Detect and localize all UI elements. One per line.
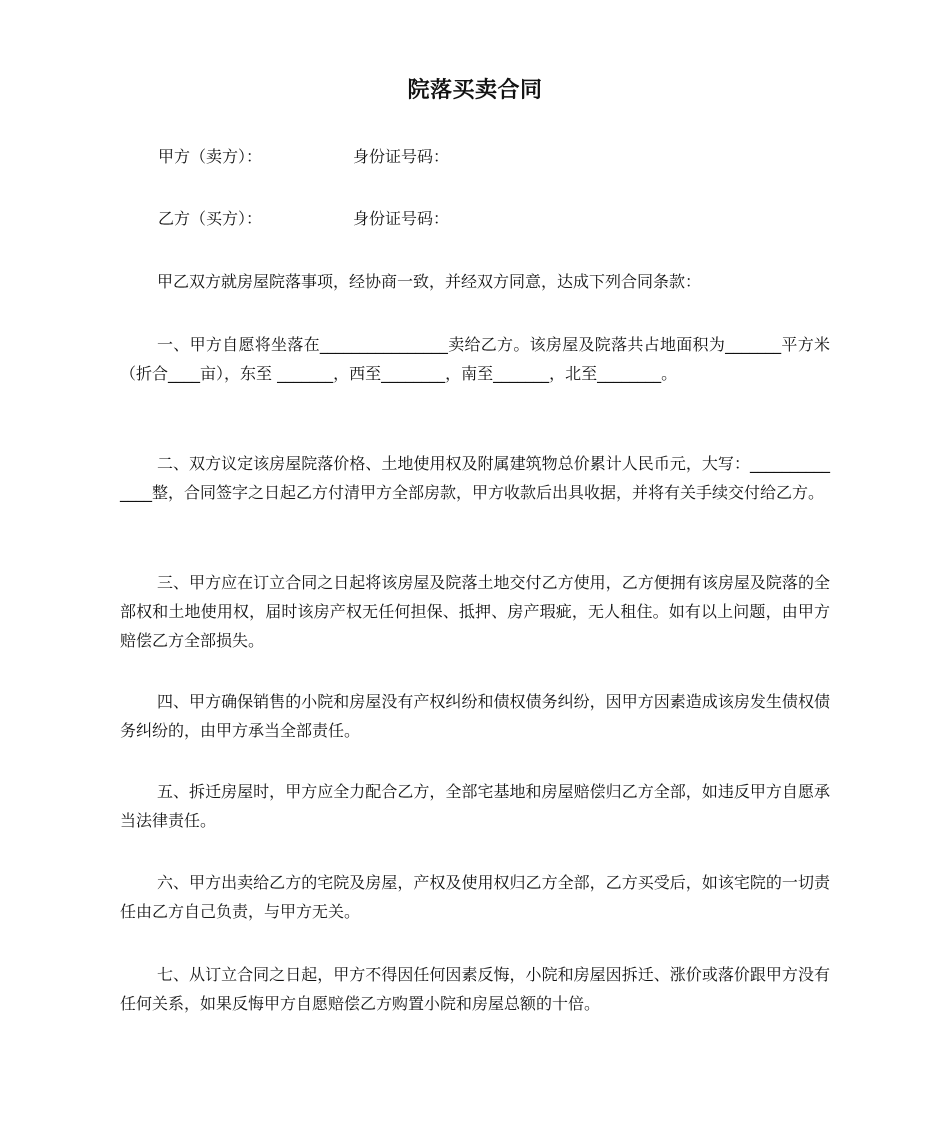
party-a-label: 甲方（卖方）： [158,147,263,166]
clause-4: 四、甲方确保销售的小院和房屋没有产权纠纷和债权债务纠纷，因甲方因素造成该房发生债权债务纠纷的，由甲方承当全部责任。 [120,692,830,740]
clause-6: 六、甲方出卖给乙方的宅院及房屋，产权及使用权归乙方全部，乙方买受后，如该宅院的一切责任由乙方自己负责，与甲方无关。 [120,873,830,921]
clause-5: 五、拆迁房屋时，甲方应全力配合乙方，全部宅基地和房屋赔偿归乙方全部，如违反甲方自愿承当法律责任。 [120,782,830,830]
document-title: 院落买卖合同 [407,78,543,103]
clause-1: 一、甲方自愿将坐落在________________卖给乙方。该房屋及院落共占地面积为_______平方米（折合____亩），东至 _______，西至________，南至_______，北至________。 [120,335,830,383]
party-b-id-label: 身份证号码： [353,209,450,228]
clause-7: 七、从订立合同之日起，甲方不得因任何因素反悔，小院和房屋因拆迁、涨价或落价跟甲方没有任何关系，如果反悔甲方自愿赔偿乙方购置小院和房屋总额的十倍。 [120,965,830,1013]
party-a-id-label: 身份证号码： [353,147,450,166]
party-b-label: 乙方（买方）： [158,209,263,228]
clause-2: 二、双方议定该房屋院落价格、土地使用权及附属建筑物总价累计人民币元，大写：______________整，合同签字之日起乙方付清甲方全部房款，甲方收款后出具收据，并将有关手续交付给乙方。 [120,454,830,502]
intro-paragraph: 甲乙双方就房屋院落事项，经协商一致，并经双方同意，达成下列合同条款： [157,272,702,291]
clause-3: 三、甲方应在订立合同之日起将该房屋及院落土地交付乙方使用，乙方便拥有该房屋及院落的全部权和土地使用权，届时该房产权无任何担保、抵押、房产瑕疵，无人租住。如有以上问题，由甲方赔偿乙方全部损失。 [120,573,830,650]
